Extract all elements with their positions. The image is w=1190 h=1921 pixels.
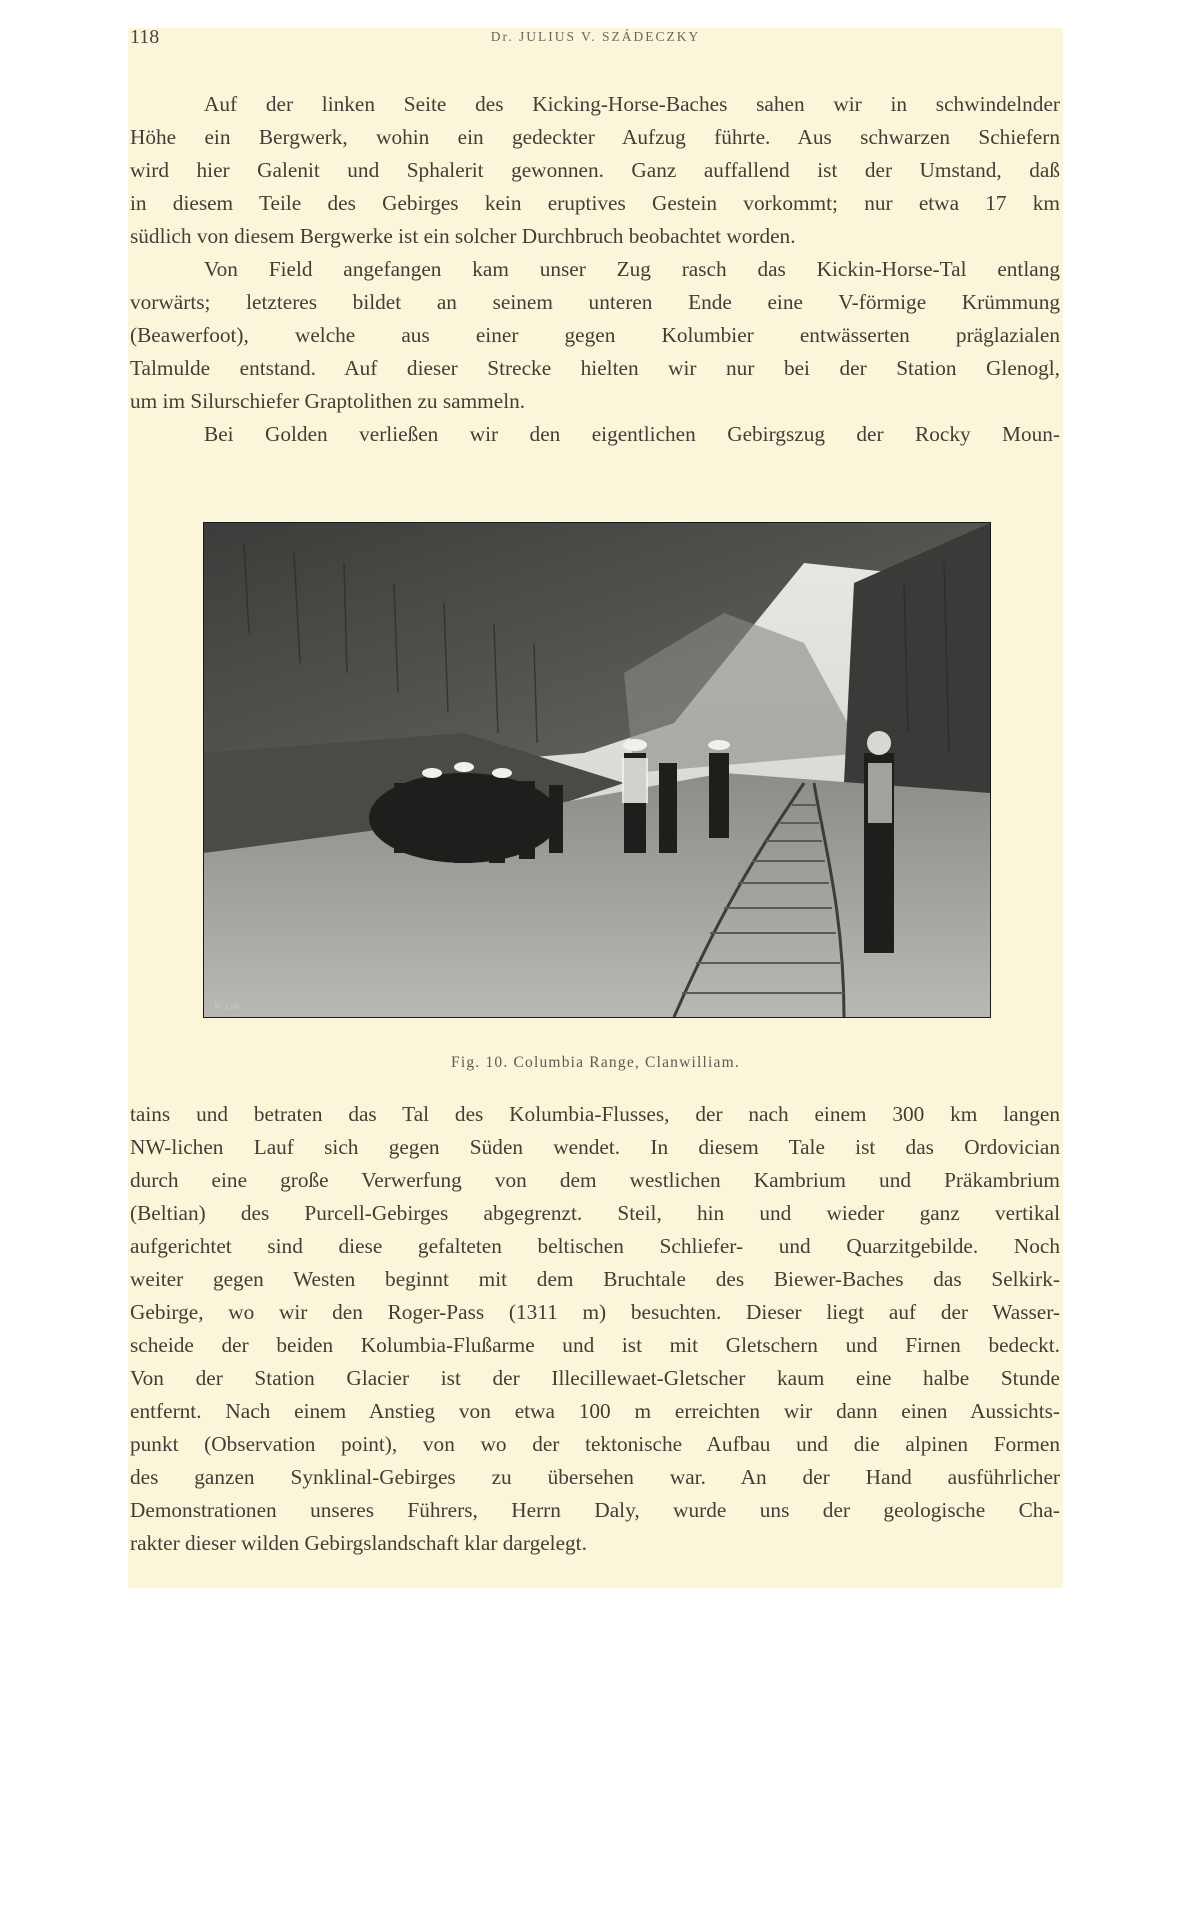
text-line: in diesem Teile des Gebirges kein eruptives Gestein vorkommt; nur etwa 17 km bbox=[130, 191, 1060, 215]
page-number: 118 bbox=[130, 26, 160, 48]
text-line: weiter gegen Westen beginnt mit dem Bruchtale des Biewer-Baches das Selkirk- bbox=[130, 1267, 1060, 1291]
text-line: (Beawerfoot), welche aus einer gegen Kolumbier entwässerten präglazialen bbox=[130, 323, 1060, 347]
text-line: Auf der linken Seite des Kicking-Horse-Baches sahen wir in schwindelnder bbox=[204, 92, 1060, 116]
running-head bbox=[128, 26, 1063, 56]
text-line: Demonstrationen unseres Führers, Herrn Daly, wurde uns der geologische Cha- bbox=[130, 1498, 1060, 1522]
text-line: südlich von diesem Bergwerke ist ein solcher Durchbruch beobachtet worden. bbox=[130, 224, 796, 248]
text-line: rakter dieser wilden Gebirgslandschaft klar dargelegt. bbox=[130, 1531, 587, 1555]
figure-photograph bbox=[203, 522, 991, 1018]
text-line: punkt (Observation point), von wo der tektonische Aufbau und die alpinen Formen bbox=[130, 1432, 1060, 1456]
photo-illustration bbox=[204, 523, 990, 1017]
text-line: Höhe ein Bergwerk, wohin ein gedeckter Aufzug führte. Aus schwarzen Schiefern bbox=[130, 125, 1060, 149]
author-header: Dr. JULIUS V. SZÁDECZKY bbox=[490, 29, 701, 44]
text-line: vorwärts; letzteres bildet an seinem unteren Ende eine V-förmige Krümmung bbox=[130, 290, 1060, 314]
text-line: tains und betraten das Tal des Kolumbia-Flusses, der nach einem 300 km langen bbox=[130, 1102, 1060, 1126]
text-line: NW-lichen Lauf sich gegen Süden wendet. In diesem Tale ist das Ordovician bbox=[130, 1135, 1060, 1159]
text-line: wird hier Galenit und Sphalerit gewonnen. Ganz auffallend ist der Umstand, daß bbox=[130, 158, 1060, 182]
text-line: aufgerichtet sind diese gefalteten beltischen Schliefer- und Quarzitgebilde. Noch bbox=[130, 1234, 1060, 1258]
figure-caption: Fig. 10. Columbia Range, Clanwilliam. bbox=[451, 1054, 740, 1071]
text-line: entfernt. Nach einem Anstieg von etwa 100 m erreichten wir dann einen Aussichts- bbox=[130, 1399, 1060, 1423]
text-line: Talmulde entstand. Auf dieser Strecke hielten wir nur bei der Station Glenogl, bbox=[130, 356, 1060, 380]
text-line: um im Silurschiefer Graptolithen zu sammeln. bbox=[130, 389, 526, 413]
engraver-mark: W. Lnk bbox=[214, 1001, 239, 1011]
text-line: (Beltian) des Purcell-Gebirges abgegrenzt. Steil, hin und wieder ganz vertikal bbox=[130, 1201, 1060, 1225]
text-block-top bbox=[130, 88, 1060, 451]
text-line: scheide der beiden Kolumbia-Flußarme und ist mit Gletschern und Firnen bedeckt. bbox=[130, 1333, 1060, 1357]
text-line: Von Field angefangen kam unser Zug rasch das Kickin-Horse-Tal entlang bbox=[204, 257, 1060, 281]
text-line: Von der Station Glacier ist der Illecillewaet-Gletscher kaum eine halbe Stunde bbox=[130, 1366, 1060, 1390]
text-line: durch eine große Verwerfung von dem westlichen Kambrium und Präkambrium bbox=[130, 1168, 1060, 1192]
text-block-bottom bbox=[130, 1098, 1060, 1560]
text-line: Gebirge, wo wir den Roger-Pass (1311 m) besuchten. Dieser liegt auf der Wasser- bbox=[130, 1300, 1060, 1324]
text-line: Bei Golden verließen wir den eigentlichen Gebirgszug der Rocky Moun- bbox=[204, 422, 1060, 446]
text-line: des ganzen Synklinal-Gebirges zu übersehen war. An der Hand ausführlicher bbox=[130, 1465, 1060, 1489]
